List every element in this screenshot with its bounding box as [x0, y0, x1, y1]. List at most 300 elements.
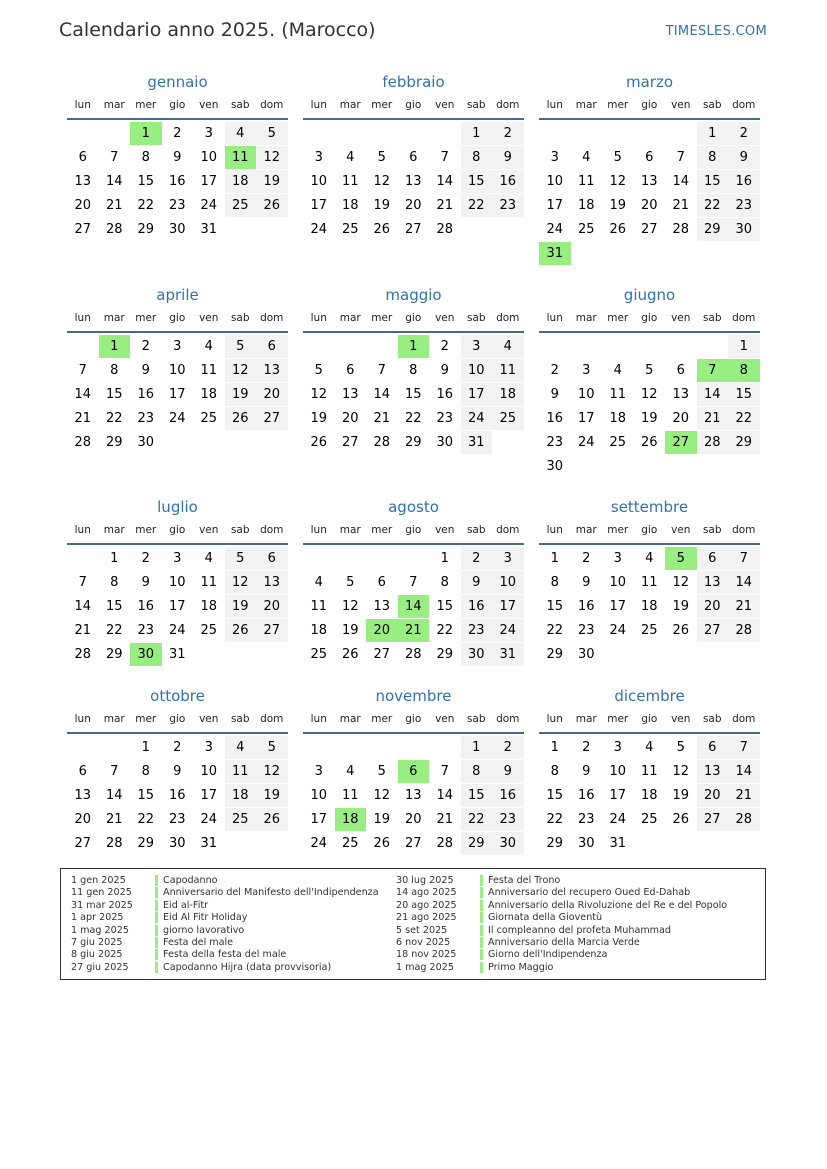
day-cell: 15: [105, 387, 123, 402]
weekday-header: mar: [339, 713, 361, 725]
day-cell: 28: [74, 647, 92, 662]
month-name: maggio: [385, 286, 442, 304]
day-cell: 30: [436, 435, 454, 450]
day-cell: 7: [728, 547, 760, 570]
day-cell: 6: [78, 764, 87, 779]
day-cell: 7: [78, 575, 87, 590]
day-cell: 25: [341, 222, 359, 237]
day-cell: 17: [609, 599, 627, 614]
day-cell: 12: [310, 387, 328, 402]
legend-date: 1 gen 2025: [71, 875, 126, 886]
weekday-header: mer: [371, 312, 393, 324]
weekday-header: dom: [732, 312, 756, 324]
day-cell: 15: [137, 788, 155, 803]
legend-date: 1 mag 2025: [71, 924, 129, 936]
holiday-legend: [60, 868, 766, 980]
month-name: settembre: [610, 498, 689, 516]
day-cell: 24: [546, 222, 564, 237]
day-cell: 19: [225, 595, 257, 618]
day-cell: 5: [346, 575, 355, 590]
day-cell: 24: [310, 222, 328, 237]
holiday-day-cell: 5: [665, 547, 697, 570]
day-cell: 30: [492, 832, 524, 855]
day-cell: 28: [697, 431, 729, 454]
day-cell: 26: [373, 222, 391, 237]
day-cell: 7: [409, 575, 418, 590]
holiday-color-marker: [155, 900, 158, 911]
holiday-color-marker: [480, 925, 483, 936]
day-cell: 16: [577, 599, 595, 614]
holiday-day-cell: 20: [366, 619, 398, 642]
month-divider: [539, 118, 760, 120]
weekday-header: ven: [671, 524, 691, 536]
day-cell: 17: [546, 198, 564, 213]
legend-date: 6 nov 2025: [396, 936, 451, 948]
legend-holiday-name: Anniversario del recupero Oued Ed-Dahab: [488, 887, 691, 899]
day-cell: 26: [640, 435, 658, 450]
day-cell: 6: [697, 547, 729, 570]
weekday-header: gio: [169, 312, 186, 324]
day-cell: 6: [645, 150, 654, 165]
day-cell: 21: [728, 784, 760, 807]
day-cell: 15: [404, 387, 422, 402]
weekday-header: sab: [466, 312, 486, 324]
day-cell: 2: [461, 547, 493, 570]
day-cell: 5: [256, 122, 288, 145]
day-cell: 19: [341, 623, 359, 638]
day-cell: 5: [613, 150, 622, 165]
day-cell: 1: [110, 551, 119, 566]
day-cell: 16: [492, 784, 524, 807]
day-cell: 26: [672, 812, 690, 827]
day-cell: 31: [200, 222, 218, 237]
day-cell: 26: [672, 623, 690, 638]
day-cell: 2: [582, 740, 591, 755]
day-cell: 30: [461, 643, 493, 666]
day-cell: 6: [346, 363, 355, 378]
weekday-header: mar: [339, 524, 361, 536]
day-cell: 4: [645, 740, 654, 755]
day-cell: 29: [436, 647, 454, 662]
day-cell: 29: [728, 431, 760, 454]
day-cell: 13: [256, 359, 288, 382]
day-cell: 5: [314, 363, 323, 378]
weekday-header: dom: [496, 713, 520, 725]
legend-holiday-name: Eid al-Fitr: [163, 899, 209, 911]
holiday-day-cell: 7: [697, 359, 729, 382]
day-cell: 31: [461, 431, 493, 454]
weekday-header: mer: [371, 99, 393, 111]
holiday-day-cell: 1: [130, 122, 162, 145]
day-cell: 12: [225, 359, 257, 382]
month-name: agosto: [388, 498, 439, 516]
legend-holiday-name: giorno lavorativo: [163, 924, 245, 936]
holiday-color-marker: [155, 937, 158, 948]
legend-holiday-name: Giorno dell'Indipendenza: [488, 949, 608, 961]
day-cell: 13: [341, 387, 359, 402]
day-cell: 5: [225, 547, 257, 570]
day-cell: 7: [440, 764, 449, 779]
month-name: marzo: [625, 73, 674, 91]
day-cell: 24: [310, 836, 328, 851]
day-cell: 8: [461, 146, 493, 169]
day-cell: 27: [697, 808, 729, 831]
day-cell: 3: [173, 551, 182, 566]
day-cell: 23: [546, 435, 564, 450]
day-cell: 30: [577, 647, 595, 662]
month-divider: [539, 543, 760, 545]
day-cell: 17: [609, 788, 627, 803]
day-cell: 10: [310, 788, 328, 803]
day-cell: 4: [613, 363, 622, 378]
day-cell: 28: [436, 222, 454, 237]
day-cell: 10: [609, 575, 627, 590]
holiday-day-cell: 18: [335, 808, 367, 831]
day-cell: 2: [492, 736, 524, 759]
month-name: gennaio: [147, 73, 208, 91]
weekday-header: dom: [496, 312, 520, 324]
weekday-header: mer: [607, 99, 629, 111]
day-cell: 24: [168, 411, 186, 426]
day-cell: 18: [200, 599, 218, 614]
day-cell: 21: [436, 198, 454, 213]
legend-date: 8 giu 2025: [71, 949, 123, 961]
day-cell: 12: [373, 788, 391, 803]
day-cell: 17: [310, 812, 328, 827]
day-cell: 11: [200, 363, 218, 378]
day-cell: 17: [577, 411, 595, 426]
day-cell: 25: [341, 836, 359, 851]
holiday-day-cell: 27: [665, 431, 697, 454]
day-cell: 12: [256, 760, 288, 783]
day-cell: 31: [609, 836, 627, 851]
weekday-header: mer: [607, 524, 629, 536]
month-name: dicembre: [614, 687, 685, 705]
day-cell: 18: [200, 387, 218, 402]
day-cell: 6: [78, 150, 87, 165]
weekday-header: dom: [260, 312, 284, 324]
legend-holiday-name: Anniversario del Manifesto dell'Indipendenza: [163, 887, 379, 899]
day-cell: 29: [546, 836, 564, 851]
day-cell: 5: [225, 335, 257, 358]
day-cell: 24: [461, 407, 493, 430]
day-cell: 28: [373, 435, 391, 450]
day-cell: 27: [373, 647, 391, 662]
day-cell: 8: [550, 764, 559, 779]
day-cell: 11: [577, 174, 595, 189]
holiday-day-cell: 6: [398, 760, 430, 783]
weekday-header: lun: [74, 713, 91, 725]
day-cell: 24: [492, 619, 524, 642]
holiday-day-cell: 31: [539, 242, 571, 265]
weekday-header: mar: [575, 99, 597, 111]
weekday-header: mer: [135, 99, 157, 111]
weekday-header: mer: [607, 713, 629, 725]
weekday-header: gio: [641, 99, 658, 111]
day-cell: 20: [256, 383, 288, 406]
day-cell: 9: [173, 150, 182, 165]
day-cell: 12: [256, 146, 288, 169]
weekday-header: gio: [405, 713, 422, 725]
day-cell: 10: [200, 764, 218, 779]
day-cell: 27: [697, 619, 729, 642]
holiday-day-cell: 21: [398, 619, 430, 642]
day-cell: 25: [310, 647, 328, 662]
day-cell: 12: [225, 571, 257, 594]
day-cell: 23: [168, 198, 186, 213]
day-cell: 21: [697, 407, 729, 430]
weekday-header: lun: [546, 713, 563, 725]
day-cell: 13: [672, 387, 690, 402]
weekday-header: lun: [546, 524, 563, 536]
day-cell: 19: [373, 812, 391, 827]
day-cell: 6: [377, 575, 386, 590]
legend-date: 7 giu 2025: [71, 936, 123, 948]
day-cell: 10: [577, 387, 595, 402]
weekday-header: sab: [466, 524, 486, 536]
month-divider: [303, 331, 524, 333]
day-cell: 19: [256, 784, 288, 807]
day-cell: 14: [105, 174, 123, 189]
day-cell: 11: [640, 575, 658, 590]
legend-holiday-name: Anniversario della Marcia Verde: [488, 936, 640, 948]
month-name: febbraio: [382, 73, 445, 91]
day-cell: 23: [461, 619, 493, 642]
day-cell: 23: [137, 411, 155, 426]
legend-holiday-name: Anniversario della Rivoluzione del Re e del Popolo: [488, 899, 728, 911]
day-cell: 22: [137, 812, 155, 827]
month-divider: [539, 331, 760, 333]
day-cell: 3: [550, 150, 559, 165]
holiday-color-marker: [480, 900, 483, 911]
day-cell: 22: [436, 623, 454, 638]
day-cell: 25: [492, 407, 524, 430]
day-cell: 27: [74, 836, 92, 851]
day-cell: 4: [346, 764, 355, 779]
holiday-day-cell: 30: [130, 643, 162, 666]
day-cell: 9: [492, 146, 524, 169]
day-cell: 10: [200, 150, 218, 165]
day-cell: 5: [676, 740, 685, 755]
day-cell: 11: [640, 764, 658, 779]
month-name: ottobre: [150, 687, 205, 705]
day-cell: 26: [373, 836, 391, 851]
day-cell: 14: [728, 571, 760, 594]
day-cell: 21: [373, 411, 391, 426]
day-cell: 7: [78, 363, 87, 378]
holiday-color-marker: [155, 925, 158, 936]
day-cell: 3: [613, 740, 622, 755]
day-cell: 18: [341, 198, 359, 213]
day-cell: 28: [404, 647, 422, 662]
weekday-header: lun: [546, 99, 563, 111]
weekday-header: sab: [466, 713, 486, 725]
holiday-color-marker: [480, 912, 483, 923]
day-cell: 19: [640, 411, 658, 426]
weekday-header: ven: [199, 312, 219, 324]
day-cell: 12: [640, 387, 658, 402]
legend-date: 27 giu 2025: [71, 961, 129, 973]
weekday-header: sab: [702, 524, 722, 536]
day-cell: 13: [256, 571, 288, 594]
holiday-day-cell: 1: [398, 335, 430, 358]
month-name: luglio: [157, 498, 198, 516]
brand-link[interactable]: TIMESLES.COM: [665, 24, 767, 39]
day-cell: 14: [74, 387, 92, 402]
day-cell: 8: [440, 575, 449, 590]
day-cell: 22: [404, 411, 422, 426]
day-cell: 31: [200, 836, 218, 851]
day-cell: 9: [550, 387, 559, 402]
day-cell: 2: [582, 551, 591, 566]
day-cell: 18: [225, 170, 257, 193]
weekday-header: mer: [135, 713, 157, 725]
day-cell: 20: [74, 198, 92, 213]
day-cell: 15: [461, 170, 493, 193]
weekday-header: sab: [230, 99, 250, 111]
day-cell: 15: [436, 599, 454, 614]
day-cell: 3: [204, 740, 213, 755]
day-cell: 29: [404, 435, 422, 450]
day-cell: 28: [74, 435, 92, 450]
day-cell: 17: [200, 788, 218, 803]
day-cell: 9: [492, 760, 524, 783]
legend-date: 11 gen 2025: [71, 887, 132, 899]
weekday-header: mar: [575, 524, 597, 536]
day-cell: 4: [346, 150, 355, 165]
day-cell: 8: [697, 146, 729, 169]
day-cell: 13: [640, 174, 658, 189]
day-cell: 6: [256, 547, 288, 570]
weekday-header: ven: [199, 713, 219, 725]
day-cell: 21: [728, 595, 760, 618]
day-cell: 8: [110, 363, 119, 378]
day-cell: 27: [256, 407, 288, 430]
day-cell: 11: [341, 788, 359, 803]
day-cell: 20: [404, 198, 422, 213]
weekday-header: ven: [435, 99, 455, 111]
day-cell: 9: [582, 764, 591, 779]
day-cell: 23: [577, 623, 595, 638]
day-cell: 1: [461, 736, 493, 759]
day-cell: 19: [672, 599, 690, 614]
day-cell: 30: [168, 836, 186, 851]
weekday-header: mar: [103, 312, 125, 324]
day-cell: 3: [204, 126, 213, 141]
day-cell: 11: [609, 387, 627, 402]
day-cell: 7: [110, 764, 119, 779]
holiday-color-marker: [155, 912, 158, 923]
day-cell: 6: [676, 363, 685, 378]
day-cell: 8: [550, 575, 559, 590]
day-cell: 13: [74, 174, 92, 189]
day-cell: 8: [461, 760, 493, 783]
weekday-header: mar: [339, 312, 361, 324]
holiday-color-marker: [155, 949, 158, 960]
day-cell: 28: [105, 222, 123, 237]
day-cell: 16: [492, 170, 524, 193]
legend-date: 20 ago 2025: [396, 899, 457, 911]
day-cell: 2: [440, 339, 449, 354]
weekday-header: sab: [702, 99, 722, 111]
weekday-header: sab: [230, 713, 250, 725]
day-cell: 29: [137, 836, 155, 851]
day-cell: 11: [341, 174, 359, 189]
day-cell: 16: [577, 788, 595, 803]
day-cell: 27: [256, 619, 288, 642]
day-cell: 1: [728, 335, 760, 358]
day-cell: 23: [137, 623, 155, 638]
day-cell: 15: [697, 170, 729, 193]
holiday-color-marker: [480, 962, 483, 973]
legend-holiday-name: Festa del Trono: [488, 875, 561, 886]
day-cell: 15: [728, 383, 760, 406]
legend-holiday-name: Capodanno Hijra (data provvisoria): [163, 961, 332, 973]
weekday-header: ven: [671, 99, 691, 111]
day-cell: 23: [436, 411, 454, 426]
day-cell: 25: [640, 623, 658, 638]
month-divider: [67, 543, 288, 545]
weekday-header: ven: [671, 713, 691, 725]
day-cell: 22: [697, 194, 729, 217]
day-cell: 7: [676, 150, 685, 165]
legend-holiday-name: Eid Al Fitr Holiday: [163, 912, 248, 924]
weekday-header: mar: [103, 99, 125, 111]
day-cell: 22: [461, 808, 493, 831]
day-cell: 24: [200, 812, 218, 827]
day-cell: 21: [105, 812, 123, 827]
day-cell: 28: [728, 808, 760, 831]
day-cell: 23: [168, 812, 186, 827]
day-cell: 28: [728, 619, 760, 642]
day-cell: 18: [310, 623, 328, 638]
day-cell: 17: [310, 198, 328, 213]
day-cell: 15: [546, 788, 564, 803]
day-cell: 21: [105, 198, 123, 213]
day-cell: 28: [672, 222, 690, 237]
weekday-header: gio: [405, 99, 422, 111]
day-cell: 26: [256, 194, 288, 217]
day-cell: 1: [141, 740, 150, 755]
day-cell: 8: [141, 150, 150, 165]
day-cell: 3: [173, 339, 182, 354]
day-cell: 28: [105, 836, 123, 851]
legend-date: 14 ago 2025: [396, 887, 457, 899]
legend-holiday-name: Primo Maggio: [488, 961, 554, 973]
day-cell: 14: [436, 788, 454, 803]
day-cell: 7: [440, 150, 449, 165]
month-name: novembre: [375, 687, 452, 705]
legend-holiday-name: Capodanno: [163, 875, 218, 886]
day-cell: 17: [461, 383, 493, 406]
weekday-header: ven: [199, 524, 219, 536]
weekday-header: sab: [466, 99, 486, 111]
weekday-header: dom: [732, 524, 756, 536]
weekday-header: mar: [575, 713, 597, 725]
day-cell: 24: [577, 435, 595, 450]
weekday-header: gio: [169, 713, 186, 725]
holiday-color-marker: [480, 949, 483, 960]
month-divider: [67, 732, 288, 734]
day-cell: 3: [461, 335, 493, 358]
day-cell: 17: [492, 595, 524, 618]
month-divider: [539, 732, 760, 734]
day-cell: 10: [168, 363, 186, 378]
day-cell: 11: [310, 599, 328, 614]
day-cell: 7: [110, 150, 119, 165]
day-cell: 5: [377, 764, 386, 779]
day-cell: 2: [141, 339, 150, 354]
